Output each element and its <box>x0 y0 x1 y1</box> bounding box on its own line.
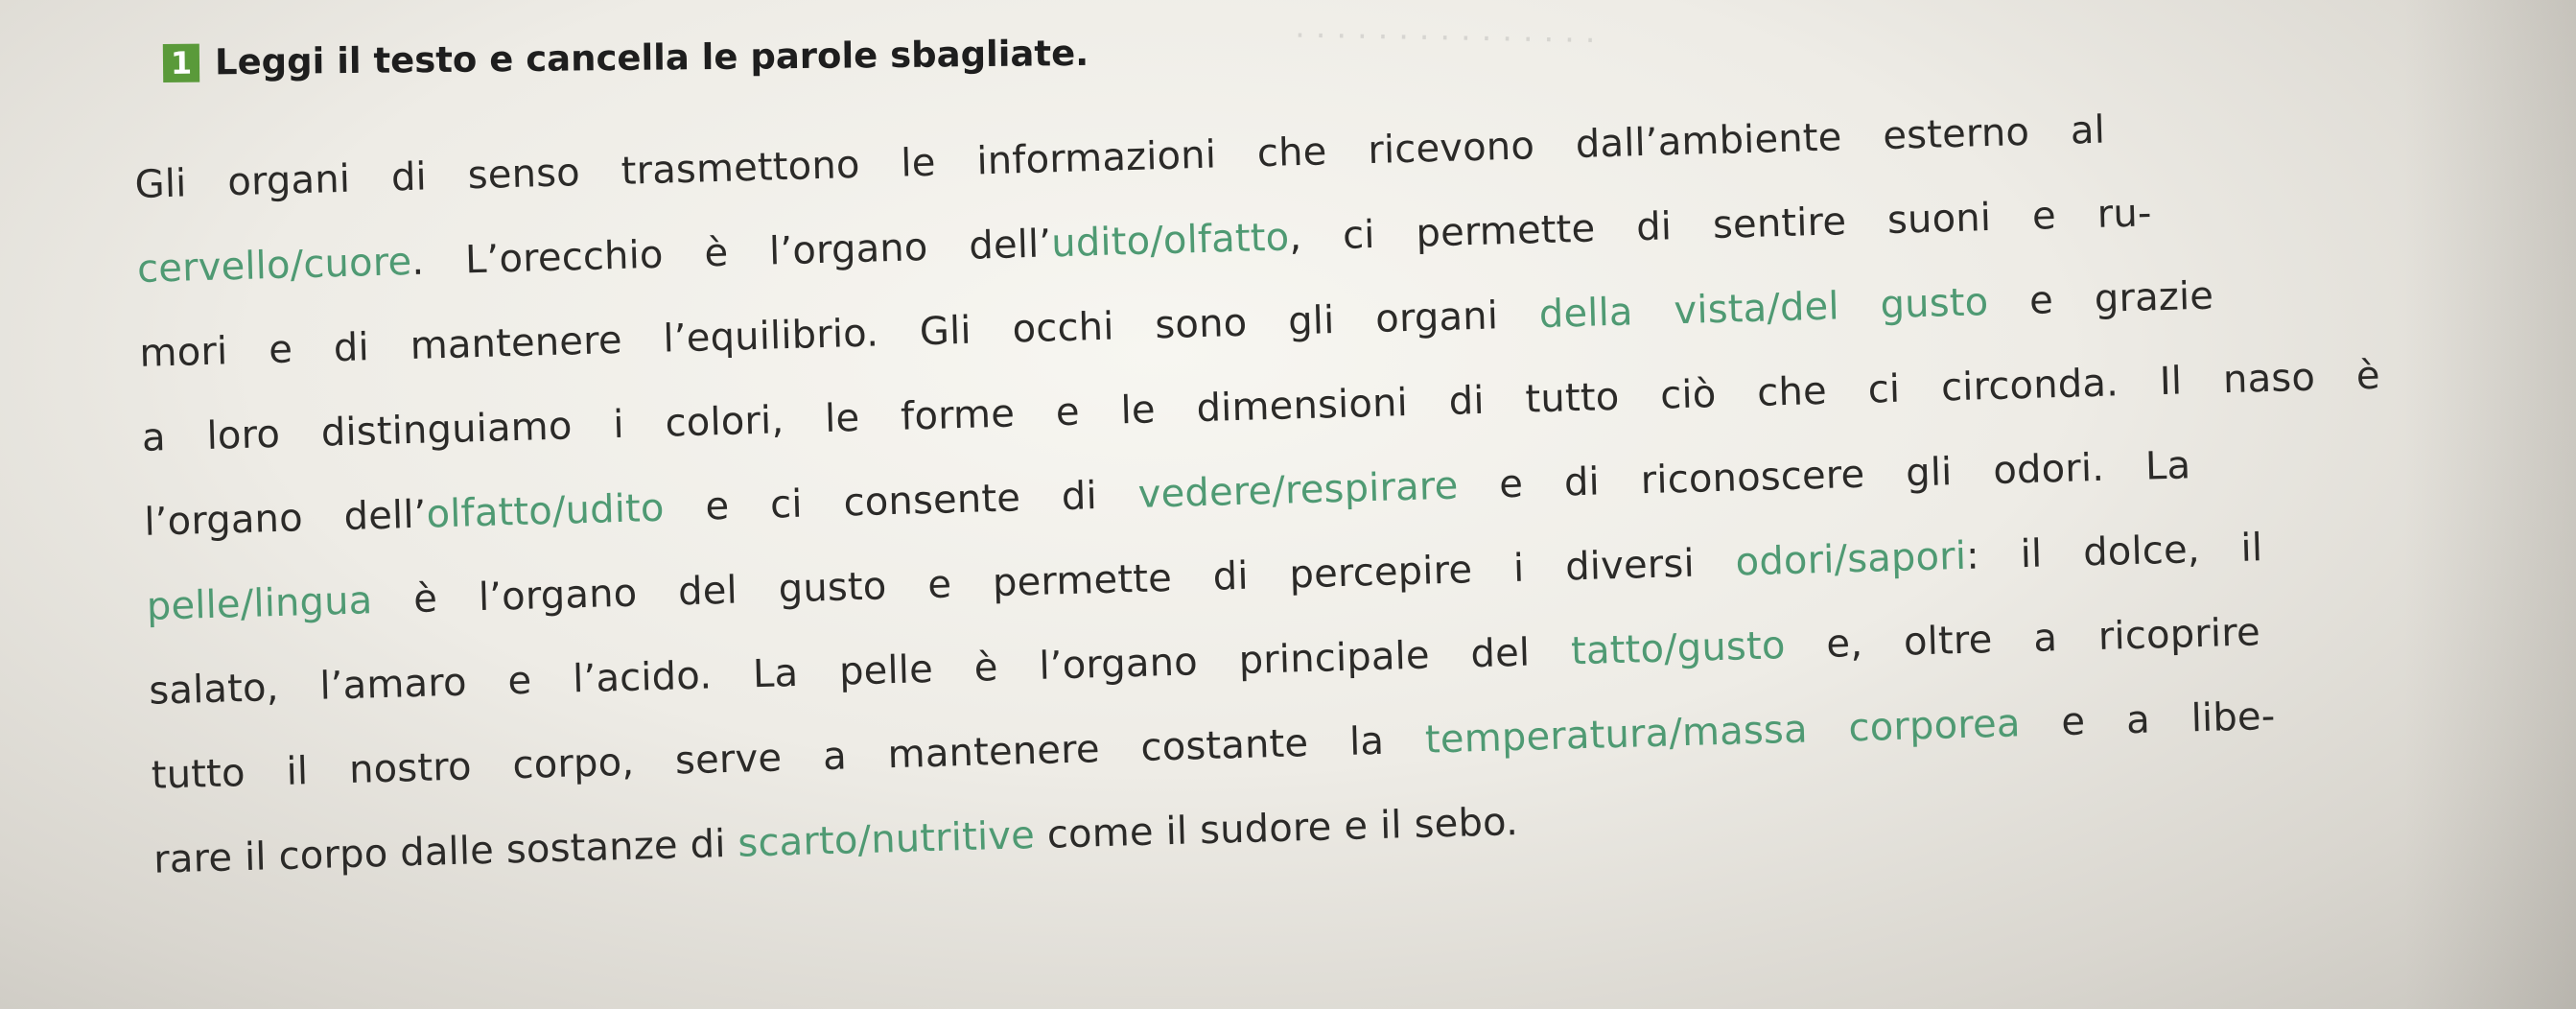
text-line <box>136 191 2152 292</box>
text-line <box>141 354 2380 460</box>
text-segment: , ci permette di sentire suoni e ru- <box>1288 191 2153 260</box>
text-line <box>153 800 1519 882</box>
exercise-instruction: Leggi il testo e cancella le parole sbagliate. <box>214 32 1089 83</box>
text-segment: è l’organo del gusto e permette di percepire i diversi <box>371 540 1737 623</box>
text-line <box>146 526 2263 629</box>
text-segment: : il dolce, il <box>1965 526 2263 578</box>
word-choice[interactable]: odori/sapori <box>1735 533 1967 585</box>
text-line <box>151 694 2276 798</box>
word-choice[interactable]: temperatura/massa corporea <box>1424 701 2022 763</box>
text-line <box>149 610 2261 713</box>
show-through-text: · · · · · · · · · · · · · · · <box>1294 16 1596 60</box>
text-segment: rare il corpo dalle sostanze di <box>152 821 739 882</box>
exercise-number-badge: 1 <box>163 43 199 82</box>
text-segment: l’organo dell’ <box>143 492 428 545</box>
exercise-heading <box>163 33 1089 83</box>
text-segment: Gli organi di senso trasmettono le informazioni che ricevono dall’ambiente esterno al <box>134 107 2106 207</box>
text-segment: e di riconoscere gli odori. La <box>1457 443 2191 508</box>
word-choice[interactable]: scarto/nutritive <box>737 813 1036 866</box>
word-choice[interactable]: vedere/respirare <box>1137 463 1460 517</box>
text-segment: tutto il nostro corpo, serve a mantenere costante la <box>151 717 1426 798</box>
text-segment: come il sudore e il sebo. <box>1034 799 1519 858</box>
word-choice[interactable]: tatto/gusto <box>1570 623 1787 674</box>
word-choice[interactable]: della vista/del gusto <box>1538 280 1989 338</box>
word-choice[interactable]: pelle/lingua <box>146 578 374 629</box>
text-segment: salato, l’amaro e l’acido. La pelle è l’organo principale del <box>148 629 1572 714</box>
text-segment: e a libe- <box>2019 693 2277 746</box>
word-choice[interactable]: olfatto/udito <box>425 485 666 537</box>
text-line <box>144 443 2191 545</box>
text-segment: e, oltre a ricoprire <box>1784 610 2261 669</box>
text-line <box>139 274 2214 376</box>
text-segment: mori e di mantenere l’equilibrio. Gli occhi sono gli organi <box>138 293 1540 376</box>
word-choice[interactable]: udito/olfatto <box>1050 215 1290 267</box>
text-segment: a loro distinguiamo i colori, le forme e le dimensioni di tutto ciò che ci circonda. Il naso è <box>141 353 2381 460</box>
text-line <box>134 108 2106 207</box>
text-segment: e grazie <box>1987 273 2214 325</box>
word-choice[interactable]: cervello/cuore <box>136 239 412 292</box>
exercise-paragraph <box>134 96 2550 882</box>
text-segment: e ci consente di <box>663 472 1139 530</box>
text-segment: . L’orecchio è l’organo dell’ <box>410 222 1052 284</box>
